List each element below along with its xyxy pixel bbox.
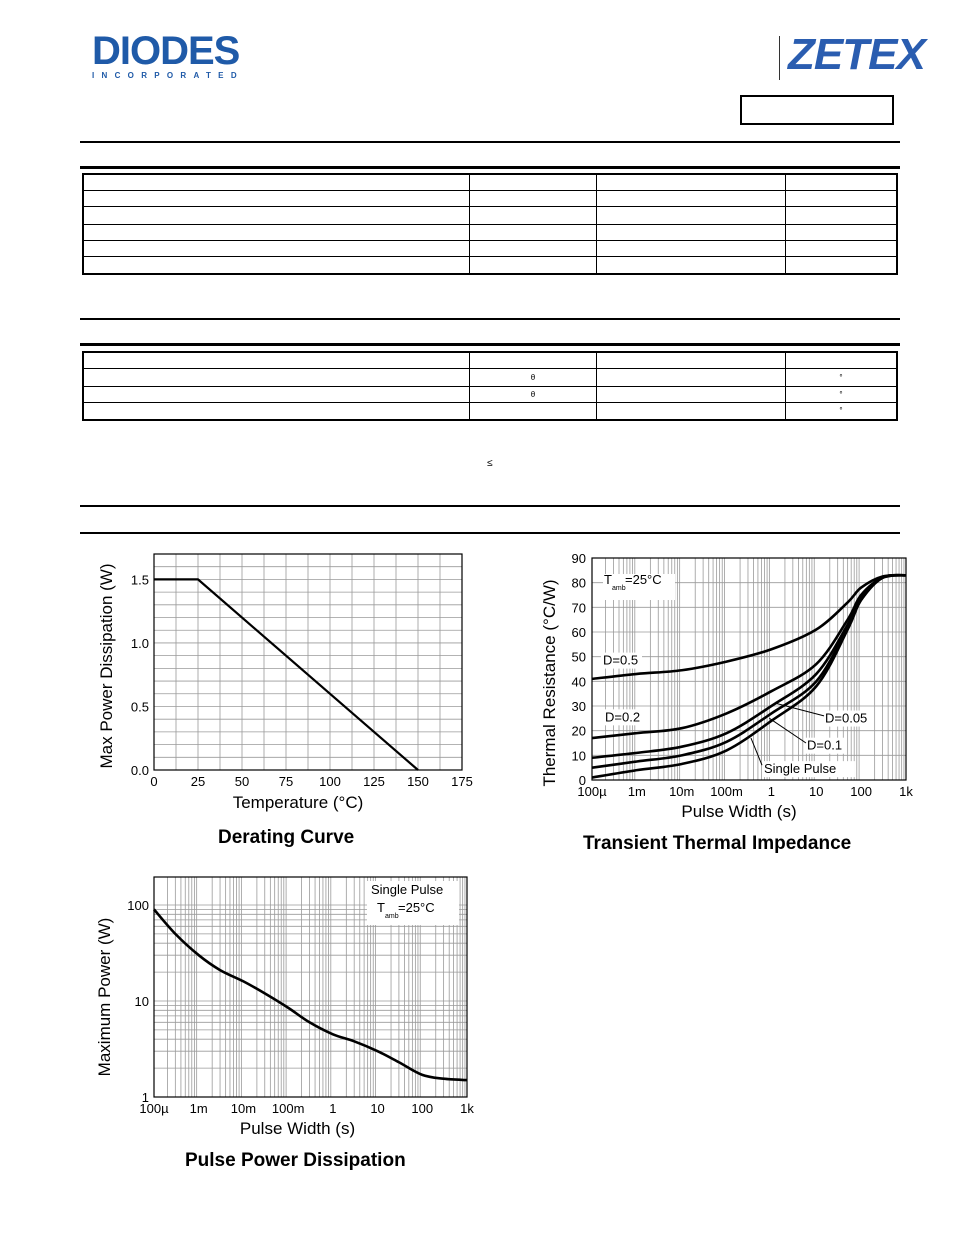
annotation-text: Single Pulse — [371, 882, 444, 897]
ratings-table — [82, 173, 898, 275]
x-tick-label: 100m — [710, 784, 743, 799]
y-axis-label: Thermal Resistance (°C/W) — [540, 579, 559, 787]
annotation-sub: amb — [385, 913, 399, 920]
annotation-text: =25°C — [398, 900, 435, 915]
x-tick-label: 1m — [189, 1101, 208, 1116]
y-tick-label: 60 — [571, 625, 586, 640]
y-tick-label: 80 — [571, 575, 586, 591]
x-tick-label: 0 — [150, 774, 158, 789]
ratings-symbol — [470, 224, 597, 240]
x-tick-label: 1k — [899, 784, 913, 799]
thermal-table — [82, 351, 898, 421]
x-axis-label: Pulse Width (s) — [681, 802, 797, 821]
y-tick-label: 40 — [571, 674, 586, 690]
thermal-unit: ° — [786, 386, 898, 402]
y-tick-label: 0.5 — [130, 699, 149, 715]
x-tick-label: 10 — [809, 784, 824, 799]
section-rule — [80, 318, 900, 320]
x-tick-label: 175 — [451, 774, 473, 789]
y-tick-label: 70 — [571, 600, 586, 616]
annotation-text: T — [604, 572, 612, 587]
note-symbol: ≤ — [487, 458, 493, 469]
annotation-text: T — [377, 900, 385, 915]
transient-chart-title: Transient Thermal Impedance — [583, 833, 852, 854]
x-tick-label: 10m — [230, 1101, 257, 1116]
x-tick-label: 1 — [329, 1101, 337, 1116]
transient-chart — [535, 545, 925, 830]
ratings-symbol — [470, 256, 597, 274]
x-tick-label: 100 — [850, 784, 872, 799]
diodes-logo-text: DIODES — [92, 29, 240, 73]
section-rule — [80, 166, 900, 169]
y-axis-label: Maximum Power (W) — [95, 917, 114, 1077]
annotation-sub: amb — [612, 585, 626, 592]
x-tick-label: 100 — [411, 1101, 434, 1116]
section-rule — [80, 505, 900, 507]
y-tick-label: 100 — [127, 898, 149, 913]
annotation-text: =25°C — [625, 572, 662, 587]
y-tick-label: 90 — [571, 551, 586, 566]
y-tick-label: 10 — [134, 994, 149, 1009]
x-tick-label: 1m — [627, 784, 646, 799]
thermal-unit: ° — [786, 402, 898, 420]
thermal-unit: ° — [786, 368, 898, 386]
ratings-symbol — [470, 174, 597, 190]
curve-label: D=0.05 — [825, 710, 868, 726]
section-rule — [80, 532, 900, 534]
x-tick-label: 100m — [271, 1101, 305, 1116]
x-tick-label: 10 — [370, 1101, 385, 1116]
y-tick-label: 0.0 — [130, 763, 149, 778]
thermal-symbol: θ — [470, 386, 597, 402]
x-tick-label: 100 — [319, 774, 341, 789]
leader-line — [751, 738, 762, 765]
x-tick-label: 10m — [669, 784, 695, 799]
y-axis-label: Max Power Dissipation (W) — [97, 563, 116, 769]
x-tick-label: 1 — [767, 784, 776, 799]
derating-chart-title: Derating Curve — [218, 827, 355, 848]
y-tick-label: 20 — [571, 723, 586, 739]
ratings-symbol — [470, 190, 597, 206]
x-axis-label: Temperature (°C) — [232, 793, 364, 812]
section-rule — [80, 343, 900, 346]
curve-label: D=0.2 — [605, 709, 641, 725]
y-tick-label: 0 — [578, 773, 586, 788]
y-tick-label: 1.0 — [130, 635, 149, 651]
y-tick-label: 30 — [571, 699, 586, 714]
x-tick-label: 100µ — [577, 784, 607, 799]
y-tick-label: 1 — [141, 1090, 149, 1105]
curve-label: D=0.5 — [603, 652, 639, 668]
x-tick-label: 125 — [363, 774, 385, 789]
diodes-logo-sub: INCORPORATED — [92, 71, 244, 80]
curve-label: D=0.1 — [807, 737, 843, 753]
pulse-chart — [90, 868, 490, 1143]
thermal-symbol: θ — [470, 368, 597, 386]
derating-chart — [90, 545, 490, 820]
x-tick-label: 75 — [278, 774, 294, 789]
x-tick-label: 25 — [190, 774, 206, 789]
y-tick-label: 50 — [571, 649, 586, 665]
x-tick-label: 150 — [407, 774, 429, 789]
logo-divider — [779, 36, 780, 80]
zetex-logo: ZETEX — [788, 30, 925, 79]
pulse-chart-title: Pulse Power Dissipation — [185, 1150, 406, 1171]
ratings-symbol — [470, 240, 597, 256]
y-tick-label: 1.5 — [130, 572, 149, 588]
x-axis-label: Pulse Width (s) — [239, 1119, 356, 1138]
x-tick-label: 1k — [460, 1101, 474, 1116]
x-tick-label: 100µ — [139, 1101, 169, 1116]
curve-label: Single Pulse — [764, 761, 837, 777]
y-tick-label: 10 — [571, 748, 586, 764]
part-number-box — [740, 95, 894, 125]
diodes-logo — [92, 29, 282, 82]
ratings-symbol — [470, 206, 597, 224]
x-tick-label: 50 — [234, 774, 250, 789]
section-rule — [80, 141, 900, 143]
